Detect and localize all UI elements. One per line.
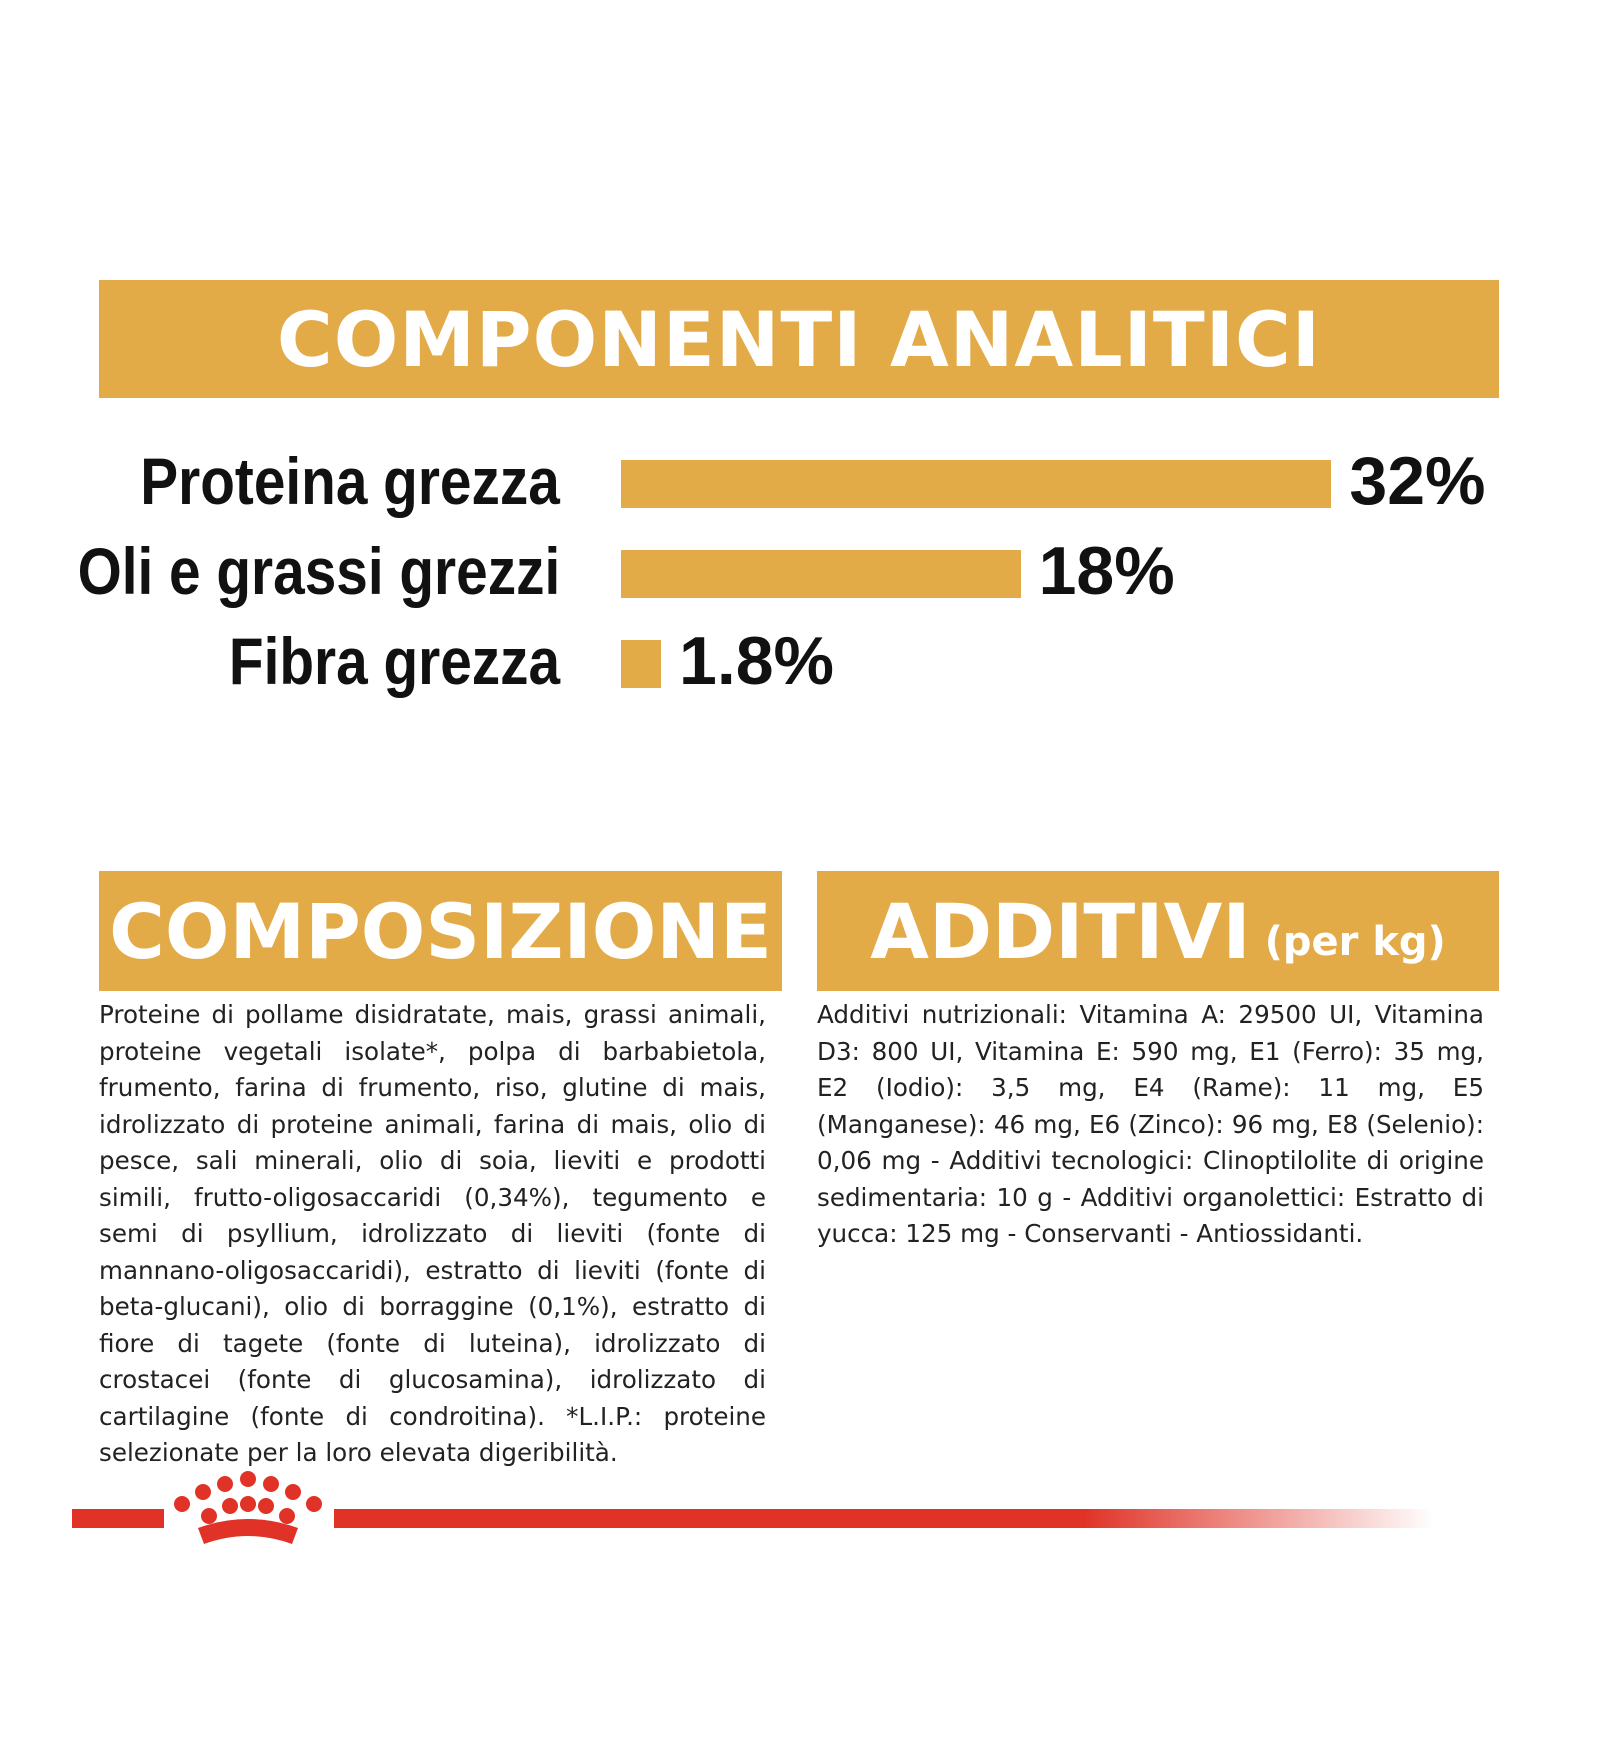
analytic-components-title: COMPONENTI ANALITICI bbox=[276, 294, 1322, 384]
composition-text: Proteine di pollame disidratate, mais, grassi animali, proteine vegetali isolate*, polpa di barbabietola, frumento, farina di frumento, riso, glutine di mais, idrolizzato di proteine animali, farina di mais, olio di pesce, sali minerali, olio di soia, lieviti e prodotti simili, frutto-oligosaccaridi (0,34%), tegumento e semi di psyllium, idrolizzato di lieviti (fonte di mannano-oligosaccaridi), estratto di lieviti (fonte di beta-glucani), olio di borraggine (0,1%), estratto di fiore di tagete (fonte di luteina), idrolizzato di crostacei (fonte di glucosamina), idrolizzato di cartilagine (fonte di condroitina). *L.I.P.: proteine selezionate per la loro elevata digeribilità. bbox=[99, 1000, 766, 1467]
additives-title: ADDITIVI bbox=[870, 886, 1251, 976]
composition-title: COMPOSIZIONE bbox=[109, 886, 772, 976]
additives-subtitle: (per kg) bbox=[1264, 919, 1446, 965]
analytic-value: 32% bbox=[1349, 443, 1486, 519]
analytic-bar bbox=[621, 640, 661, 688]
analytic-bar bbox=[621, 550, 1021, 598]
analytic-bar bbox=[621, 460, 1331, 508]
analytic-value: 1.8% bbox=[679, 623, 834, 699]
analytic-row-fat bbox=[0, 526, 1600, 616]
analytic-components-banner bbox=[99, 280, 1499, 398]
brand-line-right bbox=[334, 1509, 1434, 1528]
analytic-value: 18% bbox=[1038, 533, 1175, 609]
analytic-label: Oli e grassi grezzi bbox=[77, 534, 560, 608]
brand-line-left bbox=[72, 1509, 164, 1528]
analytic-label: Fibra grezza bbox=[228, 624, 560, 698]
analytic-row-protein bbox=[0, 436, 1600, 526]
composition-banner bbox=[99, 871, 782, 991]
additives-banner bbox=[817, 871, 1499, 991]
analytic-row-fiber bbox=[0, 616, 1600, 706]
additives-text: Additivi nutrizionali: Vitamina A: 29500 UI, Vitamina D3: 800 UI, Vitamina E: 590 mg, E1 (Ferro): 35 mg, E2 (Iodio): 3,5 mg, E4 (Rame): 11 mg, E5 (Manganese): 46 mg, E6 (Zinco): 96 mg, E8 (Selenio): 0,06 mg - Additivi tecnologici: Clinoptilolite di origine sedimentaria: 10 g - Additivi organolettici: Estratto di yucca: 125 mg - Conservanti - Antiossidanti. bbox=[817, 1000, 1484, 1248]
crown-icon bbox=[170, 1470, 326, 1554]
analytic-label: Proteina grezza bbox=[140, 444, 560, 518]
